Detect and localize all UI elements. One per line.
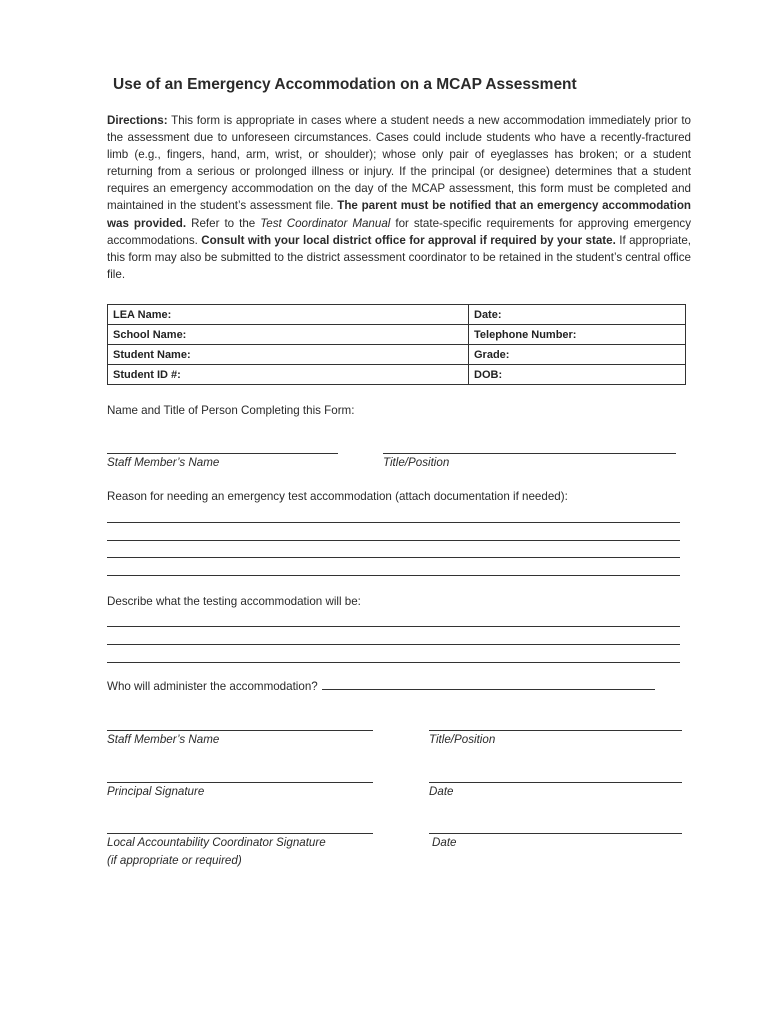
describe-line[interactable] (107, 626, 680, 627)
completer-prompt: Name and Title of Person Completing this Form: (107, 404, 355, 417)
student-info-table (107, 304, 686, 385)
reason-prompt: Reason for needing an emergency test accommodation (attach documentation if needed): (107, 490, 568, 503)
directions-paragraph (107, 112, 691, 283)
coordinator-signature-line[interactable] (107, 833, 373, 834)
coordinator-signature-caption: Local Accountability Coordinator Signature (107, 836, 326, 849)
coordinator-date-line[interactable] (429, 833, 682, 834)
student-id-field[interactable]: Student ID #: (108, 365, 469, 385)
administer-prompt: Who will administer the accommodation? (107, 680, 318, 693)
coordinator-note: (if appropriate or required) (107, 854, 242, 867)
administer-row (107, 680, 655, 693)
principal-date-caption: Date (429, 785, 454, 798)
staff-title-caption: Title/Position (429, 733, 496, 746)
table-row (108, 325, 686, 345)
directions-text-4: If appropriate, this form may also be submitted to the district assessment coordinator to be retained in the student’s central office file. (107, 233, 691, 281)
reason-line[interactable] (107, 575, 680, 576)
table-row (108, 365, 686, 385)
reason-line[interactable] (107, 522, 680, 523)
school-name-field[interactable]: School Name: (108, 325, 469, 345)
consult-notice: Consult with your local district office for approval if required by your state. (201, 233, 616, 247)
telephone-number-field[interactable]: Telephone Number: (469, 325, 686, 345)
grade-field[interactable]: Grade: (469, 345, 686, 365)
directions-text-2: Refer to the (186, 216, 261, 230)
coordinator-date-caption: Date (432, 836, 457, 849)
completer-title-line[interactable] (383, 453, 676, 454)
parent-notice: The parent must be notified that an emergency accommodation was provided. (107, 199, 692, 230)
staff-title-line[interactable] (429, 730, 682, 731)
staff-name-caption: Staff Member’s Name (107, 733, 220, 746)
describe-line[interactable] (107, 662, 680, 663)
principal-signature-line[interactable] (107, 782, 373, 783)
describe-line[interactable] (107, 644, 680, 645)
completer-title-caption: Title/Position (383, 456, 450, 469)
directions-text-3: for state-specific requirements for approving emergency accommodations. (107, 216, 691, 247)
principal-signature-caption: Principal Signature (107, 785, 205, 798)
directions-text-1: This form is appropriate in cases where a student needs a new accommodation immediately prior to the assessment due to unforeseen circumstances. Cases could include students who have a recently-fractured limb (e.g., fingers, hand, arm, wrist, or shoulder); whose only pair of eyeglasses has broken; or a student returning from a serious or prolonged illness or injury. If the principal (or designee) determines that a student requires an emergency accommodation on the day of the MCAP assessment, this form must be completed and maintained in the student’s assessment file. (107, 114, 691, 213)
reason-line[interactable] (107, 557, 680, 558)
student-name-field[interactable]: Student Name: (108, 345, 469, 365)
reason-line[interactable] (107, 540, 680, 541)
page-title: Use of an Emergency Accommodation on a MCAP Assessment (113, 76, 577, 93)
directions-label: Directions: (107, 114, 168, 127)
staff-name-line[interactable] (107, 730, 373, 731)
completer-name-line[interactable] (107, 453, 338, 454)
completer-name-caption: Staff Member’s Name (107, 456, 220, 469)
table-row (108, 305, 686, 325)
table-row (108, 345, 686, 365)
lea-name-field[interactable]: LEA Name: (108, 305, 469, 325)
dob-field[interactable]: DOB: (469, 365, 686, 385)
describe-prompt: Describe what the testing accommodation will be: (107, 595, 361, 608)
date-field[interactable]: Date: (469, 305, 686, 325)
administer-line[interactable] (322, 688, 655, 690)
principal-date-line[interactable] (429, 782, 682, 783)
test-coordinator-manual: Test Coordinator Manual (260, 216, 391, 230)
